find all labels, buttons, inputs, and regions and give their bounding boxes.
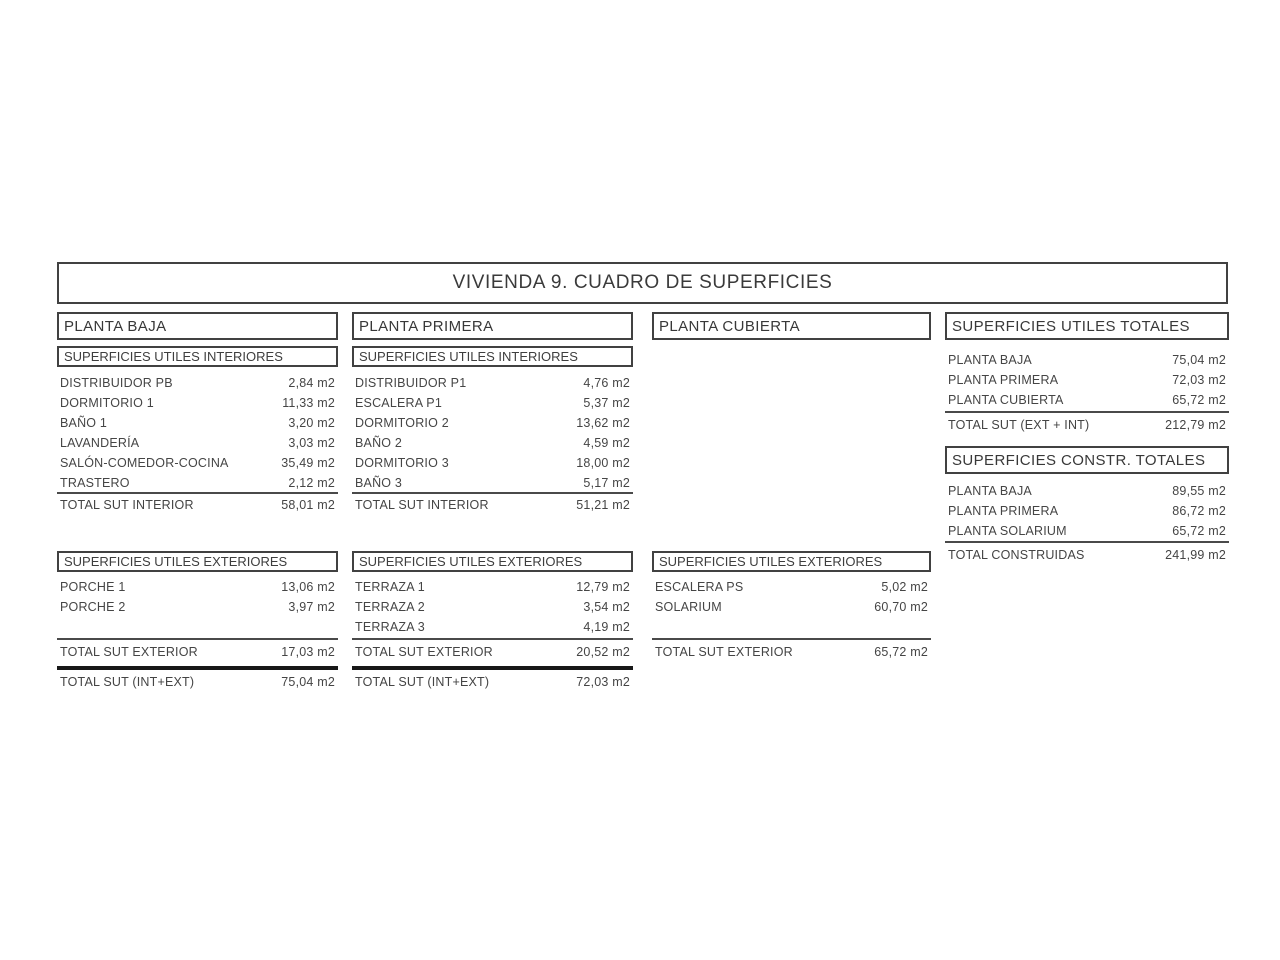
total-label: TOTAL SUT INTERIOR	[60, 498, 194, 512]
row-value: 86,72 m2	[1172, 504, 1226, 518]
column-header-box	[652, 312, 931, 340]
exterior-rows	[355, 577, 630, 637]
table-row	[355, 617, 630, 637]
utiles-total-row	[948, 415, 1226, 435]
section-header-label: SUPERFICIES UTILES EXTERIORES	[64, 554, 288, 569]
table-row	[60, 433, 335, 453]
table-row	[60, 413, 335, 433]
separator-line	[945, 411, 1229, 413]
section-header-label: SUPERFICIES UTILES INTERIORES	[64, 349, 283, 364]
row-value: 13,62 m2	[576, 416, 630, 430]
table-row	[655, 577, 928, 597]
table-row	[948, 370, 1226, 390]
row-label: BAÑO 3	[355, 476, 403, 490]
column-header-box	[352, 312, 633, 340]
total-label: TOTAL SUT (INT+EXT)	[355, 675, 490, 689]
total-label: TOTAL SUT (EXT + INT)	[948, 418, 1090, 432]
row-label: DISTRIBUIDOR PB	[60, 376, 173, 390]
row-label: PLANTA BAJA	[948, 484, 1032, 498]
column-planta-primera	[352, 0, 633, 960]
row-label: ESCALERA PS	[655, 580, 744, 594]
construidas-total-row	[948, 545, 1226, 565]
table-row	[655, 597, 928, 617]
interior-rows	[355, 373, 630, 493]
row-label: PORCHE 1	[60, 580, 126, 594]
table-row	[355, 373, 630, 393]
row-label: TERRAZA 2	[355, 600, 425, 614]
exterior-total-row	[655, 642, 928, 662]
total-value: 17,03 m2	[281, 645, 335, 659]
row-value: 13,06 m2	[281, 580, 335, 594]
column-planta-cubierta	[652, 0, 931, 960]
row-value: 5,17 m2	[583, 476, 630, 490]
row-value: 2,84 m2	[288, 376, 335, 390]
row-label: DORMITORIO 1	[60, 396, 154, 410]
grand-total-row	[355, 672, 630, 692]
total-label: TOTAL SUT EXTERIOR	[355, 645, 493, 659]
row-label: SALÓN-COMEDOR-COCINA	[60, 456, 229, 470]
column-header-box	[57, 312, 338, 340]
exterior-rows	[60, 577, 335, 617]
row-label: DORMITORIO 3	[355, 456, 449, 470]
row-label: DISTRIBUIDOR P1	[355, 376, 467, 390]
total-label: TOTAL SUT EXTERIOR	[655, 645, 793, 659]
table-row	[948, 481, 1226, 501]
section-header-label: SUPERFICIES UTILES EXTERIORES	[659, 554, 883, 569]
separator-line	[652, 638, 931, 640]
table-row	[355, 453, 630, 473]
total-value: 212,79 m2	[1165, 418, 1226, 432]
row-label: ESCALERA P1	[355, 396, 442, 410]
row-value: 65,72 m2	[1172, 524, 1226, 538]
total-value: 75,04 m2	[281, 675, 335, 689]
table-row	[355, 433, 630, 453]
row-value: 3,03 m2	[288, 436, 335, 450]
row-label: TERRAZA 3	[355, 620, 425, 634]
separator-line	[57, 638, 338, 640]
row-label: PLANTA SOLARIUM	[948, 524, 1067, 538]
total-value: 72,03 m2	[576, 675, 630, 689]
grand-total-row	[60, 672, 335, 692]
total-value: 20,52 m2	[576, 645, 630, 659]
row-label: TRASTERO	[60, 476, 130, 490]
table-row	[355, 577, 630, 597]
row-value: 3,97 m2	[288, 600, 335, 614]
construidas-rows	[948, 481, 1226, 541]
row-label: PLANTA PRIMERA	[948, 373, 1059, 387]
column-planta-baja	[57, 0, 338, 960]
table-row	[60, 597, 335, 617]
total-label: TOTAL SUT INTERIOR	[355, 498, 489, 512]
interior-total-row	[355, 495, 630, 515]
separator-line	[352, 492, 633, 494]
column-header-label: PLANTA CUBIERTA	[659, 317, 801, 335]
table-row	[948, 501, 1226, 521]
total-value: 65,72 m2	[874, 645, 928, 659]
interior-total-row	[60, 495, 335, 515]
section-header-box	[652, 551, 931, 572]
separator-line	[945, 541, 1229, 543]
row-value: 2,12 m2	[288, 476, 335, 490]
row-label: LAVANDERÍA	[60, 436, 140, 450]
row-label: PORCHE 2	[60, 600, 126, 614]
section-header-label: SUPERFICIES UTILES EXTERIORES	[359, 554, 583, 569]
thick-separator-line	[57, 666, 338, 670]
total-label: TOTAL SUT EXTERIOR	[60, 645, 198, 659]
column-totales	[945, 0, 1229, 960]
row-label: PLANTA BAJA	[948, 353, 1032, 367]
row-value: 4,19 m2	[583, 620, 630, 634]
table-row	[948, 350, 1226, 370]
total-value: 241,99 m2	[1165, 548, 1226, 562]
row-label: SOLARIUM	[655, 600, 722, 614]
row-value: 12,79 m2	[576, 580, 630, 594]
table-row	[355, 597, 630, 617]
table-row	[355, 393, 630, 413]
column-header-label: PLANTA BAJA	[64, 317, 167, 335]
row-value: 18,00 m2	[576, 456, 630, 470]
row-value: 3,20 m2	[288, 416, 335, 430]
thick-separator-line	[352, 666, 633, 670]
row-value: 72,03 m2	[1172, 373, 1226, 387]
table-row	[355, 413, 630, 433]
section-header-box	[352, 551, 633, 572]
section-header-box	[945, 312, 1229, 340]
table-row	[948, 521, 1226, 541]
interior-rows	[60, 373, 335, 493]
row-value: 65,72 m2	[1172, 393, 1226, 407]
row-value: 89,55 m2	[1172, 484, 1226, 498]
row-label: PLANTA CUBIERTA	[948, 393, 1064, 407]
separator-line	[57, 492, 338, 494]
table-row	[60, 373, 335, 393]
separator-line	[352, 638, 633, 640]
row-value: 60,70 m2	[874, 600, 928, 614]
section-header-box	[945, 446, 1229, 474]
row-value: 5,02 m2	[881, 580, 928, 594]
table-row	[60, 577, 335, 597]
row-value: 4,59 m2	[583, 436, 630, 450]
total-label: TOTAL SUT (INT+EXT)	[60, 675, 195, 689]
exterior-total-row	[60, 642, 335, 662]
exterior-rows	[655, 577, 928, 617]
row-value: 5,37 m2	[583, 396, 630, 410]
total-value: 51,21 m2	[576, 498, 630, 512]
row-value: 3,54 m2	[583, 600, 630, 614]
row-value: 75,04 m2	[1172, 353, 1226, 367]
row-value: 35,49 m2	[281, 456, 335, 470]
table-row	[60, 453, 335, 473]
section-header-label: SUPERFICIES UTILES INTERIORES	[359, 349, 578, 364]
section-header-label: SUPERFICIES CONSTR. TOTALES	[952, 451, 1206, 469]
total-label: TOTAL CONSTRUIDAS	[948, 548, 1085, 562]
row-label: TERRAZA 1	[355, 580, 425, 594]
section-header-label: SUPERFICIES UTILES TOTALES	[952, 317, 1190, 335]
row-value: 4,76 m2	[583, 376, 630, 390]
section-header-box	[57, 346, 338, 367]
row-label: PLANTA PRIMERA	[948, 504, 1059, 518]
row-label: BAÑO 1	[60, 416, 108, 430]
table-row	[355, 473, 630, 493]
exterior-total-row	[355, 642, 630, 662]
section-header-box	[352, 346, 633, 367]
table-row	[60, 473, 335, 493]
column-header-label: PLANTA PRIMERA	[359, 317, 494, 335]
row-label: DORMITORIO 2	[355, 416, 449, 430]
row-label: BAÑO 2	[355, 436, 403, 450]
total-value: 58,01 m2	[281, 498, 335, 512]
table-row	[948, 390, 1226, 410]
section-header-box	[57, 551, 338, 572]
utiles-totales-rows	[948, 350, 1226, 410]
row-value: 11,33 m2	[282, 396, 335, 410]
page-title: VIVIENDA 9. CUADRO DE SUPERFICIES	[452, 272, 833, 293]
table-row	[60, 393, 335, 413]
